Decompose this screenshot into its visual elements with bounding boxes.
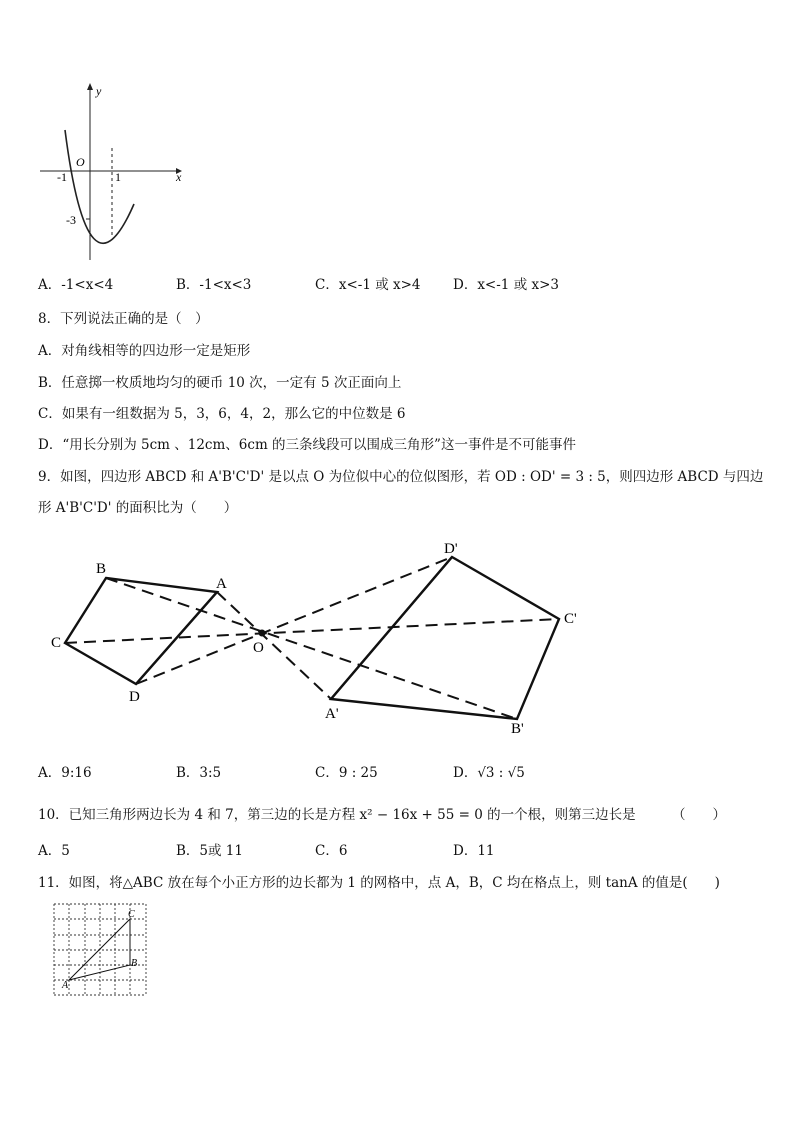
q9-option-d[interactable]: D．√3 : √5: [453, 765, 525, 781]
label-a: A: [216, 576, 227, 592]
q11-stem: 11．如图，将△ABC 放在每个小正方形的边长都为 1 的网格中，点 A，B，C 均在格点上，则 tanA 的值是( ): [38, 875, 720, 891]
q8-option-c[interactable]: C．如果有一组数据为 5，3，6，4，2，那么它的中位数是 6: [38, 406, 406, 422]
q9-option-c[interactable]: C．9 : 25: [315, 765, 378, 781]
q10-stem: 10．已知三角形两边长为 4 和 7，第三边的长是方程 x² − 16x + 55 = 0 的一个根，则第三边长是: [38, 807, 636, 823]
q10-answer-paren: （ ）: [672, 807, 726, 823]
q9-stem-line2: 形 A'B'C'D' 的面积比为（ ）: [38, 500, 238, 516]
q9-stem-line1: 9．如图，四边形 ABCD 和 A'B'C'D' 是以点 O 为位似中心的位似图形，若 OD : OD' = 3 : 5，则四边形 ABCD 与四边: [38, 469, 764, 485]
grid-label-c: C: [128, 909, 135, 920]
label-neg3: -3: [66, 213, 76, 227]
q7-option-d[interactable]: D．x<-1 或 x>3: [453, 277, 559, 293]
homothety-figure: [40, 535, 600, 765]
q9-option-a[interactable]: A．9:16: [38, 765, 92, 781]
label-cp: C': [564, 611, 577, 627]
q8-option-a[interactable]: A．对角线相等的四边形一定是矩形: [38, 343, 251, 359]
label-ap: A': [325, 706, 339, 722]
quad-apbpcpdp: [331, 557, 559, 719]
label-b: B: [96, 561, 107, 577]
dashed-c-cp: [65, 619, 559, 643]
q10-option-c[interactable]: C．6: [315, 843, 348, 859]
label-c: C: [51, 635, 62, 651]
label-dp: D': [444, 541, 458, 557]
label-y: y: [96, 84, 102, 98]
triangle-abc: [69, 919, 130, 980]
label-one: 1: [115, 170, 121, 184]
center-point-o: [259, 630, 266, 637]
label-neg1: -1: [57, 170, 67, 184]
q10-option-b[interactable]: B．5或 11: [176, 843, 243, 859]
label-origin: O: [76, 155, 85, 169]
grid-triangle-figure: [52, 902, 152, 998]
label-o: O: [253, 640, 264, 656]
q10-option-d[interactable]: D．11: [453, 843, 495, 859]
quad-abcd: [65, 578, 217, 684]
q8-option-d[interactable]: D．“用长分别为 5cm 、12cm、6cm 的三条线段可以围成三角形”这一事件是不可能事件: [38, 437, 576, 453]
label-bp: B': [511, 721, 524, 737]
label-x: x: [176, 170, 182, 184]
q7-option-b[interactable]: B．-1<x<3: [176, 277, 252, 293]
label-d: D: [129, 689, 140, 705]
q9-option-b[interactable]: B．3:5: [176, 765, 222, 781]
q10-option-a[interactable]: A．5: [38, 843, 70, 859]
parabola-graph: [30, 80, 190, 270]
q8-option-b[interactable]: B．任意掷一枚质地均匀的硬币 10 次，一定有 5 次正面向上: [38, 375, 402, 391]
q7-option-c[interactable]: C．x<-1 或 x>4: [315, 277, 421, 293]
q8-stem: 8．下列说法正确的是（ ）: [38, 311, 209, 327]
grid-label-a: A: [62, 980, 69, 991]
q7-option-a[interactable]: A．-1<x<4: [38, 277, 114, 293]
y-axis-arrow: [87, 83, 93, 90]
grid-label-b: B: [131, 958, 138, 969]
